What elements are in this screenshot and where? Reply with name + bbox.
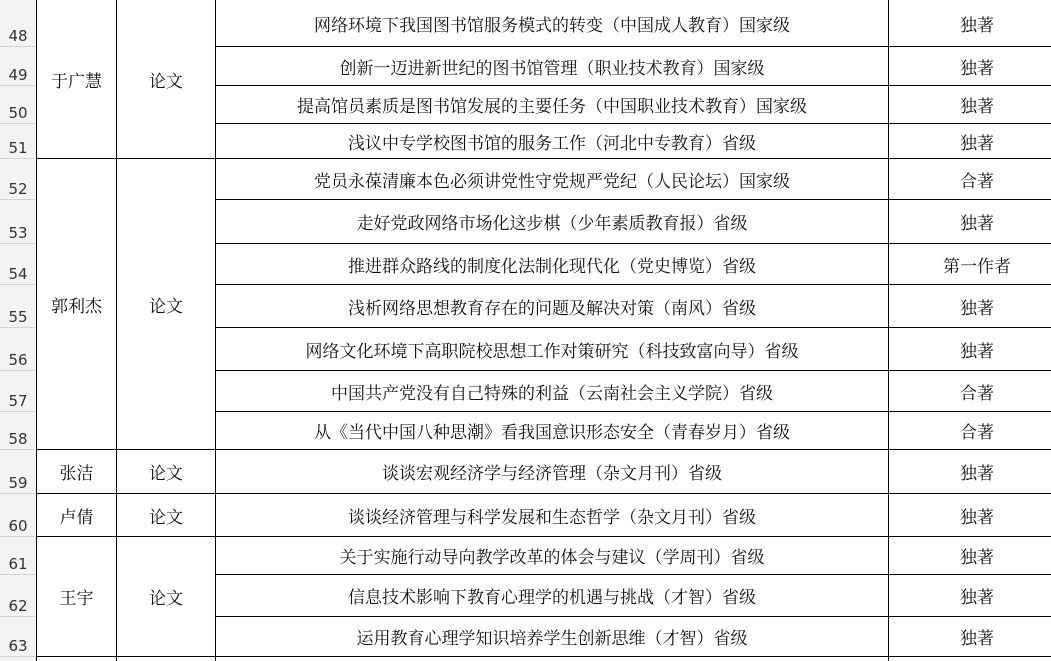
title-cell[interactable]: 推进群众路线的制度化法制化现代化（党史博览）省级 bbox=[216, 244, 889, 285]
type-cell[interactable]: 论文 bbox=[117, 450, 216, 494]
type-cell[interactable] bbox=[117, 657, 216, 661]
title-cell[interactable]: 中国共产党没有自己特殊的利益（云南社会主义学院）省级 bbox=[216, 371, 889, 412]
authorship-cell[interactable]: 独著 bbox=[889, 0, 1051, 47]
name-cell[interactable] bbox=[37, 657, 117, 661]
authorship-cell[interactable]: 合著 bbox=[889, 371, 1051, 412]
title-cell[interactable]: 从《当代中国八种思潮》看我国意识形态安全（青春岁月）省级 bbox=[216, 412, 889, 450]
title-cell[interactable]: 运用教育心理学知识培养学生创新思维（才智）省级 bbox=[216, 617, 889, 657]
authorship-cell[interactable]: 独著 bbox=[889, 537, 1051, 575]
title-cell[interactable]: 提高馆员素质是图书馆发展的主要任务（中国职业技术教育）国家级 bbox=[216, 86, 889, 124]
name-cell[interactable]: 卢倩 bbox=[37, 494, 117, 537]
row-header-column bbox=[0, 0, 37, 661]
type-cell[interactable]: 论文 bbox=[117, 159, 216, 450]
title-cell[interactable]: 关于实施行动导向教学改革的体会与建议（学周刊）省级 bbox=[216, 537, 889, 575]
authorship-cell[interactable] bbox=[889, 657, 1051, 661]
row-number[interactable]: 59 bbox=[0, 450, 36, 494]
row-number[interactable]: 62 bbox=[0, 575, 36, 617]
authorship-cell[interactable]: 合著 bbox=[889, 159, 1051, 200]
title-cell[interactable]: 党员永葆清廉本色必须讲党性守党规严党纪（人民论坛）国家级 bbox=[216, 159, 889, 200]
authorship-cell[interactable]: 独著 bbox=[889, 617, 1051, 657]
row-number[interactable]: 52 bbox=[0, 159, 36, 200]
row-number[interactable]: 58 bbox=[0, 412, 36, 450]
authorship-cell[interactable]: 独著 bbox=[889, 328, 1051, 371]
row-number[interactable]: 48 bbox=[0, 0, 36, 47]
authorship-cell[interactable]: 独著 bbox=[889, 575, 1051, 617]
title-cell[interactable]: 信息技术影响下教育心理学的机遇与挑战（才智）省级 bbox=[216, 575, 889, 617]
authorship-cell[interactable]: 独著 bbox=[889, 450, 1051, 494]
name-cell[interactable]: 郭利杰 bbox=[37, 159, 117, 450]
type-cell[interactable]: 论文 bbox=[117, 494, 216, 537]
authorship-cell[interactable]: 第一作者 bbox=[889, 244, 1051, 285]
row-number[interactable]: 57 bbox=[0, 371, 36, 412]
name-cell[interactable]: 王宇 bbox=[37, 537, 117, 657]
row-number[interactable] bbox=[0, 657, 36, 661]
name-cell[interactable]: 于广慧 bbox=[37, 0, 117, 159]
row-number[interactable]: 49 bbox=[0, 47, 36, 86]
title-cell[interactable]: 谈谈宏观经济学与经济管理（杂文月刊）省级 bbox=[216, 450, 889, 494]
authorship-cell[interactable]: 独著 bbox=[889, 494, 1051, 537]
row-number[interactable]: 53 bbox=[0, 200, 36, 244]
row-number[interactable]: 54 bbox=[0, 244, 36, 285]
authorship-cell[interactable]: 合著 bbox=[889, 412, 1051, 450]
authorship-cell[interactable]: 独著 bbox=[889, 285, 1051, 328]
row-number[interactable]: 61 bbox=[0, 537, 36, 575]
row-number[interactable]: 55 bbox=[0, 285, 36, 328]
name-cell[interactable]: 张洁 bbox=[37, 450, 117, 494]
row-number[interactable]: 60 bbox=[0, 494, 36, 537]
authorship-cell[interactable]: 独著 bbox=[889, 86, 1051, 124]
type-cell[interactable]: 论文 bbox=[117, 537, 216, 657]
authorship-cell[interactable]: 独著 bbox=[889, 124, 1051, 159]
row-number[interactable]: 63 bbox=[0, 617, 36, 657]
row-number[interactable]: 50 bbox=[0, 86, 36, 124]
row-number[interactable]: 56 bbox=[0, 328, 36, 371]
authorship-cell[interactable]: 独著 bbox=[889, 47, 1051, 86]
title-cell[interactable] bbox=[216, 657, 889, 661]
title-cell[interactable]: 浅议中专学校图书馆的服务工作（河北中专教育）省级 bbox=[216, 124, 889, 159]
title-cell[interactable]: 网络环境下我国图书馆服务模式的转变（中国成人教育）国家级 bbox=[216, 0, 889, 47]
type-cell[interactable]: 论文 bbox=[117, 0, 216, 159]
row-number[interactable]: 51 bbox=[0, 124, 36, 159]
title-cell[interactable]: 走好党政网络市场化这步棋（少年素质教育报）省级 bbox=[216, 200, 889, 244]
title-cell[interactable]: 浅析网络思想教育存在的问题及解决对策（南风）省级 bbox=[216, 285, 889, 328]
title-cell[interactable]: 网络文化环境下高职院校思想工作对策研究（科技致富向导）省级 bbox=[216, 328, 889, 371]
title-cell[interactable]: 创新一迈进新世纪的图书馆管理（职业技术教育）国家级 bbox=[216, 47, 889, 86]
title-cell[interactable]: 谈谈经济管理与科学发展和生态哲学（杂文月刊）省级 bbox=[216, 494, 889, 537]
authorship-cell[interactable]: 独著 bbox=[889, 200, 1051, 244]
